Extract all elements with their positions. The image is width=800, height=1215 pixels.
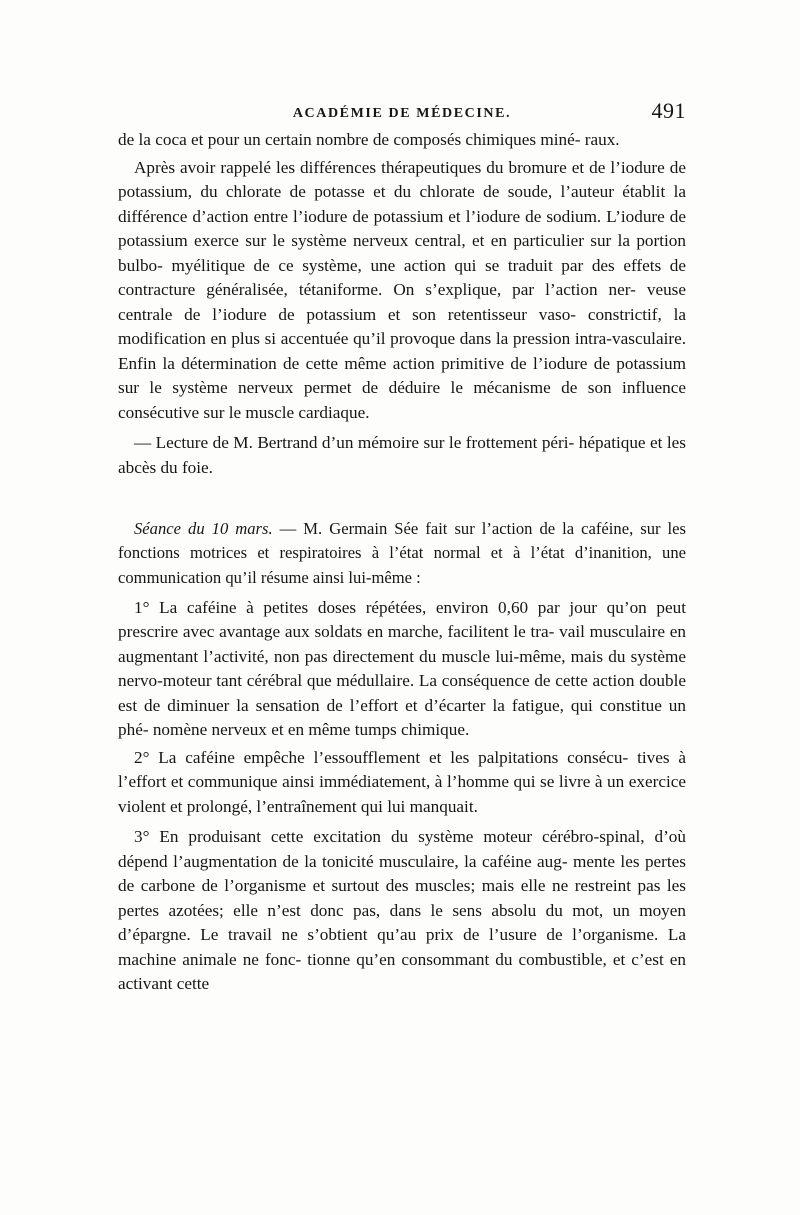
page-body [118,128,686,997]
paragraph-coca: de la coca et pour un certain nombre de composés chimiques miné- raux. [118,130,620,149]
paragraph-point-2: 2° La caféine empêche l’essoufflement et les palpitations consécu- tives à l’effort et communique ainsi immédiatement, à l’homme qui se livre à un exercice violent et prolongé, l’entraînement qui lui manquait. [118,747,686,816]
seance-text: — M. Germain Sée fait sur l’action de la caféine, sur les fonctions motrices et respiratoires à l’état normal et à l’état d’inanition, une communication qu’il résume ainsi lui-même : [118,519,686,587]
paragraph-bertrand: — Lecture de M. Bertrand d’un mémoire sur le frottement péri- hépatique et les abcès du foie. [118,433,686,477]
seance-date-label: Séance du 10 mars. [134,519,273,538]
page-header [118,98,686,128]
book-page [118,98,686,997]
paragraph-iodure: Après avoir rappelé les différences thérapeutiques du bromure et de l’iodure de potassium, du chlorate de potasse et du chlorate de soude, l’auteur établit la différence d’action entre l’iodure de potassium et l’iodure de sodium. L’iodure de potassium exerce sur le système nerveux central, et en particulier sur la portion bulbo- myélitique de ce système, une action qui se traduit par des effets de contracture généralisée, tétaniforme. On s’explique, par l’action ner- veuse centrale de l’iodure de potassium et son retentisseur vaso- constrictif, la modification en plus si accentuée qu’il provoque dans la pression intra-vasculaire. Enfin la détermination de cette même action primitive de l’iodure de potassium sur le système nerveux permet de déduire le mécanisme de son influence consécutive sur le muscle cardiaque. [118,157,686,422]
running-head: ACADÉMIE DE MÉDECINE. [292,106,512,121]
paragraph-point-1: 1° La caféine à petites doses répétées, environ 0,60 par jour qu’on peut prescrire avec avantage aux soldats en marche, facilitent le tra- vail musculaire en augmentant l’activité, non pas directement du muscle lui-même, mais du système nervo-moteur tant cérébral que médullaire. La conséquence de cette action double est de diminuer la sensation de l’effort et d’écarter la fatigue, qui constitue un phé- nomène nerveux et en même tumps chimique. [118,597,686,740]
page-number: 491 [651,98,686,123]
paragraph-seance [118,517,686,590]
paragraph-point-3: 3° En produisant cette excitation du système moteur cérébro-spinal, d’où dépend l’augmentation de la tonicité musculaire, la caféine aug- mente les pertes de carbone de l’organisme et surtout des muscles; mais elle ne restreint pas les pertes azotées; elle n’est donc pas, dans le sens absolu du mot, un moyen d’épargne. Le travail ne s’obtient qu’au prix de l’usure de l’organisme. La machine animale ne fonc- tionne qu’en consommant du combustible, et c’est en activant cette [118,827,686,994]
